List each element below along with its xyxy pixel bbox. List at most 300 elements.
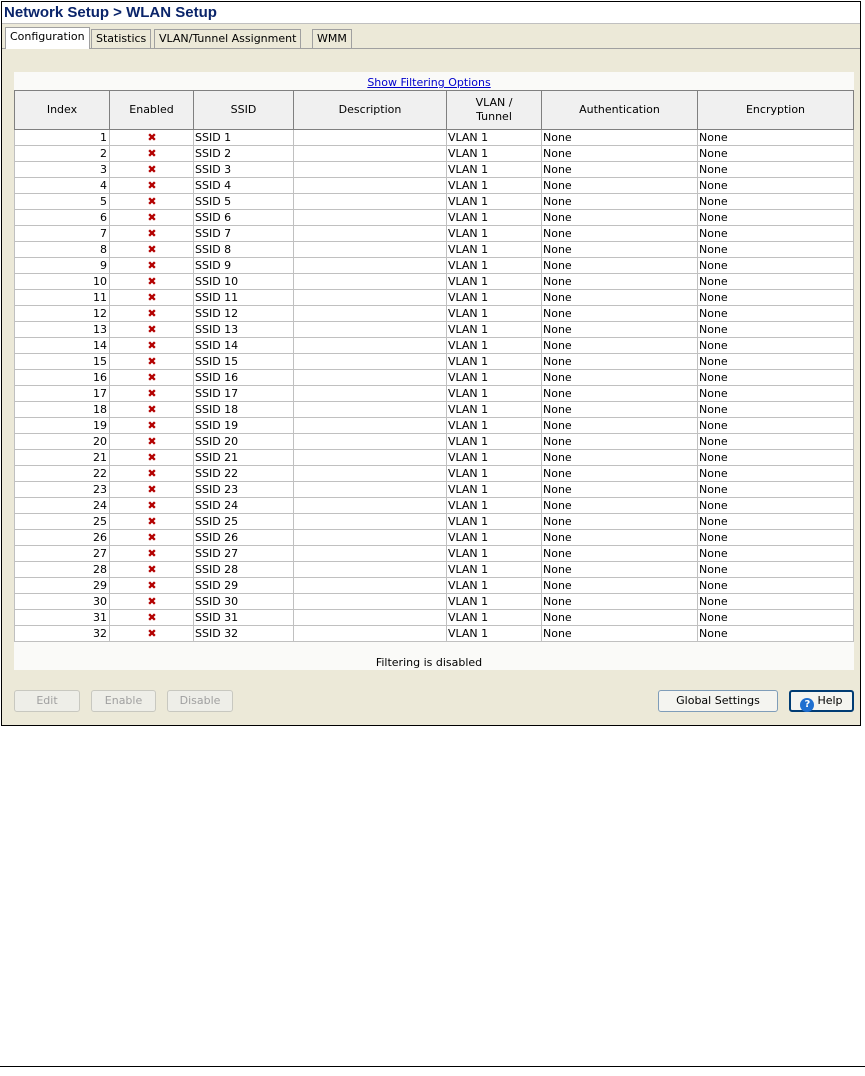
cell-authentication: None [542, 594, 698, 610]
disabled-x-icon: ✖ [147, 403, 157, 416]
disabled-x-icon: ✖ [147, 483, 157, 496]
cell-authentication: None [542, 354, 698, 370]
column-header-vlan-tunnel-label: VLAN / Tunnel [475, 96, 513, 123]
cell-authentication: None [542, 402, 698, 418]
cell-encryption: None [698, 418, 854, 434]
cell-encryption: None [698, 130, 854, 146]
disabled-x-icon: ✖ [147, 579, 157, 592]
disabled-x-icon: ✖ [147, 259, 157, 272]
cell-description [294, 338, 447, 354]
cell-description [294, 162, 447, 178]
table-row[interactable] [15, 434, 854, 450]
cell-authentication: None [542, 434, 698, 450]
cell-description [294, 418, 447, 434]
table-row[interactable] [15, 258, 854, 274]
cell-ssid: SSID 8 [194, 242, 294, 258]
cell-index: 9 [15, 258, 110, 274]
filtering-status: Filtering is disabled [375, 656, 483, 669]
disabled-x-icon: ✖ [147, 547, 157, 560]
wlan-table [14, 90, 854, 642]
table-row[interactable] [15, 482, 854, 498]
cell-enabled [110, 130, 194, 146]
cell-index: 19 [15, 418, 110, 434]
cell-vlan-tunnel: VLAN 1 [447, 594, 542, 610]
cell-encryption: None [698, 146, 854, 162]
tab-divider [2, 48, 860, 49]
disabled-x-icon: ✖ [147, 563, 157, 576]
help-icon: ? [800, 698, 814, 712]
disabled-x-icon: ✖ [147, 195, 157, 208]
table-row[interactable] [15, 290, 854, 306]
cell-authentication: None [542, 290, 698, 306]
cell-authentication: None [542, 530, 698, 546]
edit-button[interactable]: Edit [14, 690, 80, 712]
table-row[interactable] [15, 546, 854, 562]
help-button[interactable] [789, 690, 854, 712]
table-row[interactable] [15, 162, 854, 178]
column-header-index[interactable]: Index [15, 91, 110, 130]
tab-wmm[interactable]: WMM [312, 29, 352, 48]
cell-vlan-tunnel: VLAN 1 [447, 466, 542, 482]
table-row[interactable] [15, 130, 854, 146]
disabled-x-icon: ✖ [147, 227, 157, 240]
disabled-x-icon: ✖ [147, 163, 157, 176]
column-header-description[interactable]: Description [294, 91, 447, 130]
table-row[interactable] [15, 274, 854, 290]
cell-ssid: SSID 24 [194, 498, 294, 514]
table-row[interactable] [15, 466, 854, 482]
cell-encryption: None [698, 450, 854, 466]
disabled-x-icon: ✖ [147, 387, 157, 400]
cell-enabled [110, 146, 194, 162]
cell-index: 12 [15, 306, 110, 322]
cell-authentication: None [542, 482, 698, 498]
cell-index: 29 [15, 578, 110, 594]
cell-index: 17 [15, 386, 110, 402]
cell-ssid: SSID 16 [194, 370, 294, 386]
cell-index: 13 [15, 322, 110, 338]
cell-enabled [110, 178, 194, 194]
cell-ssid: SSID 29 [194, 578, 294, 594]
table-row[interactable] [15, 194, 854, 210]
disabled-x-icon: ✖ [147, 371, 157, 384]
cell-enabled [110, 306, 194, 322]
disabled-x-icon: ✖ [147, 419, 157, 432]
cell-authentication: None [542, 466, 698, 482]
cell-description [294, 322, 447, 338]
cell-encryption: None [698, 626, 854, 642]
table-row[interactable] [15, 562, 854, 578]
cell-encryption: None [698, 578, 854, 594]
cell-vlan-tunnel: VLAN 1 [447, 338, 542, 354]
cell-authentication: None [542, 306, 698, 322]
table-row[interactable] [15, 370, 854, 386]
cell-encryption: None [698, 290, 854, 306]
tab-configuration[interactable]: Configuration [5, 27, 90, 49]
cell-authentication: None [542, 514, 698, 530]
cell-encryption: None [698, 546, 854, 562]
cell-enabled [110, 194, 194, 210]
configuration-panel [14, 72, 854, 670]
cell-index: 7 [15, 226, 110, 242]
cell-ssid: SSID 26 [194, 530, 294, 546]
cell-enabled [110, 530, 194, 546]
cell-description [294, 546, 447, 562]
cell-authentication: None [542, 242, 698, 258]
cell-vlan-tunnel: VLAN 1 [447, 450, 542, 466]
cell-encryption: None [698, 274, 854, 290]
cell-encryption: None [698, 386, 854, 402]
cell-encryption: None [698, 514, 854, 530]
cell-description [294, 354, 447, 370]
disabled-x-icon: ✖ [147, 611, 157, 624]
cell-description [294, 258, 447, 274]
cell-authentication: None [542, 130, 698, 146]
disabled-x-icon: ✖ [147, 499, 157, 512]
cell-vlan-tunnel: VLAN 1 [447, 610, 542, 626]
cell-index: 32 [15, 626, 110, 642]
cell-vlan-tunnel: VLAN 1 [447, 306, 542, 322]
cell-encryption: None [698, 466, 854, 482]
cell-vlan-tunnel: VLAN 1 [447, 546, 542, 562]
cell-index: 30 [15, 594, 110, 610]
cell-index: 22 [15, 466, 110, 482]
disable-button[interactable]: Disable [167, 690, 233, 712]
disabled-x-icon: ✖ [147, 243, 157, 256]
cell-description [294, 514, 447, 530]
cell-description [294, 130, 447, 146]
cell-enabled [110, 434, 194, 450]
tab-vlan-tunnel-assignment[interactable]: VLAN/Tunnel Assignment [154, 29, 301, 48]
table-row[interactable] [15, 178, 854, 194]
cell-index: 16 [15, 370, 110, 386]
cell-encryption: None [698, 226, 854, 242]
cell-ssid: SSID 22 [194, 466, 294, 482]
cell-vlan-tunnel: VLAN 1 [447, 626, 542, 642]
cell-vlan-tunnel: VLAN 1 [447, 274, 542, 290]
cell-enabled [110, 418, 194, 434]
table-row[interactable] [15, 210, 854, 226]
cell-ssid: SSID 12 [194, 306, 294, 322]
cell-ssid: SSID 2 [194, 146, 294, 162]
cell-index: 10 [15, 274, 110, 290]
table-row[interactable] [15, 514, 854, 530]
cell-ssid: SSID 5 [194, 194, 294, 210]
cell-encryption: None [698, 242, 854, 258]
cell-vlan-tunnel: VLAN 1 [447, 514, 542, 530]
cell-ssid: SSID 11 [194, 290, 294, 306]
disabled-x-icon: ✖ [147, 515, 157, 528]
cell-description [294, 274, 447, 290]
cell-description [294, 306, 447, 322]
cell-encryption: None [698, 562, 854, 578]
cell-enabled [110, 290, 194, 306]
disabled-x-icon: ✖ [147, 323, 157, 336]
cell-description [294, 626, 447, 642]
cell-description [294, 402, 447, 418]
cell-enabled [110, 562, 194, 578]
disabled-x-icon: ✖ [147, 467, 157, 480]
cell-encryption: None [698, 162, 854, 178]
disabled-x-icon: ✖ [147, 179, 157, 192]
cell-ssid: SSID 31 [194, 610, 294, 626]
cell-vlan-tunnel: VLAN 1 [447, 194, 542, 210]
cell-ssid: SSID 23 [194, 482, 294, 498]
cell-index: 11 [15, 290, 110, 306]
cell-authentication: None [542, 562, 698, 578]
cell-index: 3 [15, 162, 110, 178]
disabled-x-icon: ✖ [147, 131, 157, 144]
cell-vlan-tunnel: VLAN 1 [447, 370, 542, 386]
cell-encryption: None [698, 402, 854, 418]
cell-description [294, 370, 447, 386]
cell-index: 25 [15, 514, 110, 530]
cell-vlan-tunnel: VLAN 1 [447, 418, 542, 434]
table-row[interactable] [15, 578, 854, 594]
cell-authentication: None [542, 578, 698, 594]
cell-enabled [110, 610, 194, 626]
table-row[interactable] [15, 594, 854, 610]
cell-ssid: SSID 4 [194, 178, 294, 194]
cell-index: 6 [15, 210, 110, 226]
table-row[interactable] [15, 610, 854, 626]
disabled-x-icon: ✖ [147, 291, 157, 304]
cell-enabled [110, 274, 194, 290]
cell-vlan-tunnel: VLAN 1 [447, 290, 542, 306]
cell-ssid: SSID 1 [194, 130, 294, 146]
cell-authentication: None [542, 418, 698, 434]
cell-authentication: None [542, 322, 698, 338]
cell-vlan-tunnel: VLAN 1 [447, 130, 542, 146]
table-row[interactable] [15, 338, 854, 354]
cell-description [294, 210, 447, 226]
cell-encryption: None [698, 338, 854, 354]
cell-ssid: SSID 32 [194, 626, 294, 642]
cell-encryption: None [698, 530, 854, 546]
cell-encryption: None [698, 258, 854, 274]
cell-enabled [110, 370, 194, 386]
disabled-x-icon: ✖ [147, 595, 157, 608]
cell-enabled [110, 498, 194, 514]
cell-encryption: None [698, 594, 854, 610]
cell-vlan-tunnel: VLAN 1 [447, 178, 542, 194]
cell-enabled [110, 482, 194, 498]
cell-enabled [110, 546, 194, 562]
cell-enabled [110, 226, 194, 242]
cell-index: 1 [15, 130, 110, 146]
cell-index: 5 [15, 194, 110, 210]
cell-description [294, 386, 447, 402]
cell-index: 21 [15, 450, 110, 466]
button-bar [2, 682, 860, 722]
disabled-x-icon: ✖ [147, 211, 157, 224]
table-row[interactable] [15, 498, 854, 514]
cell-encryption: None [698, 178, 854, 194]
disabled-x-icon: ✖ [147, 355, 157, 368]
cell-authentication: None [542, 450, 698, 466]
cell-index: 28 [15, 562, 110, 578]
cell-authentication: None [542, 162, 698, 178]
cell-ssid: SSID 18 [194, 402, 294, 418]
table-row[interactable] [15, 386, 854, 402]
cell-index: 4 [15, 178, 110, 194]
cell-authentication: None [542, 226, 698, 242]
cell-encryption: None [698, 306, 854, 322]
cell-vlan-tunnel: VLAN 1 [447, 242, 542, 258]
table-row[interactable] [15, 322, 854, 338]
show-filtering-options-link[interactable]: Show Filtering Options [367, 76, 491, 89]
cell-authentication: None [542, 258, 698, 274]
table-row[interactable] [15, 226, 854, 242]
cell-enabled [110, 322, 194, 338]
table-row[interactable] [15, 146, 854, 162]
cell-description [294, 194, 447, 210]
table-row[interactable] [15, 354, 854, 370]
cell-description [294, 578, 447, 594]
cell-ssid: SSID 10 [194, 274, 294, 290]
page-bottom-rule [0, 1066, 865, 1067]
cell-ssid: SSID 19 [194, 418, 294, 434]
cell-ssid: SSID 15 [194, 354, 294, 370]
column-header-ssid[interactable]: SSID [194, 91, 294, 130]
cell-vlan-tunnel: VLAN 1 [447, 258, 542, 274]
global-settings-button[interactable]: Global Settings [658, 690, 778, 712]
cell-vlan-tunnel: VLAN 1 [447, 386, 542, 402]
cell-ssid: SSID 30 [194, 594, 294, 610]
disabled-x-icon: ✖ [147, 147, 157, 160]
cell-description [294, 530, 447, 546]
table-row[interactable] [15, 450, 854, 466]
cell-ssid: SSID 17 [194, 386, 294, 402]
cell-description [294, 290, 447, 306]
cell-encryption: None [698, 434, 854, 450]
column-header-authentication[interactable]: Authentication [542, 91, 698, 130]
cell-index: 27 [15, 546, 110, 562]
cell-ssid: SSID 28 [194, 562, 294, 578]
cell-authentication: None [542, 370, 698, 386]
cell-index: 15 [15, 354, 110, 370]
cell-vlan-tunnel: VLAN 1 [447, 226, 542, 242]
cell-encryption: None [698, 354, 854, 370]
cell-ssid: SSID 6 [194, 210, 294, 226]
cell-vlan-tunnel: VLAN 1 [447, 530, 542, 546]
cell-ssid: SSID 3 [194, 162, 294, 178]
cell-index: 31 [15, 610, 110, 626]
cell-description [294, 146, 447, 162]
cell-ssid: SSID 9 [194, 258, 294, 274]
table-row[interactable] [15, 626, 854, 642]
cell-ssid: SSID 7 [194, 226, 294, 242]
cell-description [294, 226, 447, 242]
table-header-row [15, 91, 854, 130]
cell-index: 8 [15, 242, 110, 258]
cell-description [294, 434, 447, 450]
cell-index: 2 [15, 146, 110, 162]
disabled-x-icon: ✖ [147, 531, 157, 544]
cell-description [294, 242, 447, 258]
table-row[interactable] [15, 402, 854, 418]
cell-vlan-tunnel: VLAN 1 [447, 354, 542, 370]
cell-description [294, 466, 447, 482]
cell-enabled [110, 258, 194, 274]
cell-ssid: SSID 27 [194, 546, 294, 562]
table-row[interactable] [15, 242, 854, 258]
cell-description [294, 562, 447, 578]
table-row[interactable] [15, 530, 854, 546]
cell-enabled [110, 162, 194, 178]
disabled-x-icon: ✖ [147, 627, 157, 640]
cell-ssid: SSID 25 [194, 514, 294, 530]
cell-authentication: None [542, 178, 698, 194]
cell-enabled [110, 402, 194, 418]
column-header-vlan-tunnel[interactable] [447, 91, 542, 130]
cell-index: 26 [15, 530, 110, 546]
cell-vlan-tunnel: VLAN 1 [447, 146, 542, 162]
cell-index: 23 [15, 482, 110, 498]
cell-enabled [110, 386, 194, 402]
cell-enabled [110, 242, 194, 258]
cell-authentication: None [542, 626, 698, 642]
disabled-x-icon: ✖ [147, 275, 157, 288]
cell-vlan-tunnel: VLAN 1 [447, 402, 542, 418]
cell-authentication: None [542, 338, 698, 354]
enable-button[interactable]: Enable [91, 690, 156, 712]
cell-vlan-tunnel: VLAN 1 [447, 434, 542, 450]
cell-description [294, 450, 447, 466]
cell-authentication: None [542, 386, 698, 402]
column-header-enabled[interactable]: Enabled [110, 91, 194, 130]
page-title: Network Setup > WLAN Setup [2, 2, 860, 24]
cell-enabled [110, 354, 194, 370]
wlan-setup-window [1, 1, 861, 726]
cell-description [294, 498, 447, 514]
cell-authentication: None [542, 146, 698, 162]
cell-encryption: None [698, 194, 854, 210]
cell-authentication: None [542, 610, 698, 626]
cell-encryption: None [698, 498, 854, 514]
cell-encryption: None [698, 210, 854, 226]
tab-statistics[interactable]: Statistics [91, 29, 151, 48]
cell-authentication: None [542, 274, 698, 290]
cell-ssid: SSID 21 [194, 450, 294, 466]
cell-vlan-tunnel: VLAN 1 [447, 322, 542, 338]
cell-encryption: None [698, 322, 854, 338]
cell-encryption: None [698, 482, 854, 498]
cell-index: 24 [15, 498, 110, 514]
disabled-x-icon: ✖ [147, 435, 157, 448]
cell-authentication: None [542, 210, 698, 226]
cell-vlan-tunnel: VLAN 1 [447, 162, 542, 178]
column-header-encryption[interactable]: Encryption [698, 91, 854, 130]
cell-enabled [110, 466, 194, 482]
cell-ssid: SSID 14 [194, 338, 294, 354]
disabled-x-icon: ✖ [147, 307, 157, 320]
cell-index: 18 [15, 402, 110, 418]
disabled-x-icon: ✖ [147, 451, 157, 464]
cell-encryption: None [698, 370, 854, 386]
cell-vlan-tunnel: VLAN 1 [447, 210, 542, 226]
cell-index: 14 [15, 338, 110, 354]
cell-index: 20 [15, 434, 110, 450]
cell-enabled [110, 450, 194, 466]
cell-description [294, 610, 447, 626]
help-button-label: Help [817, 694, 843, 707]
cell-ssid: SSID 20 [194, 434, 294, 450]
table-row[interactable] [15, 306, 854, 322]
table-row[interactable] [15, 418, 854, 434]
cell-ssid: SSID 13 [194, 322, 294, 338]
cell-authentication: None [542, 498, 698, 514]
